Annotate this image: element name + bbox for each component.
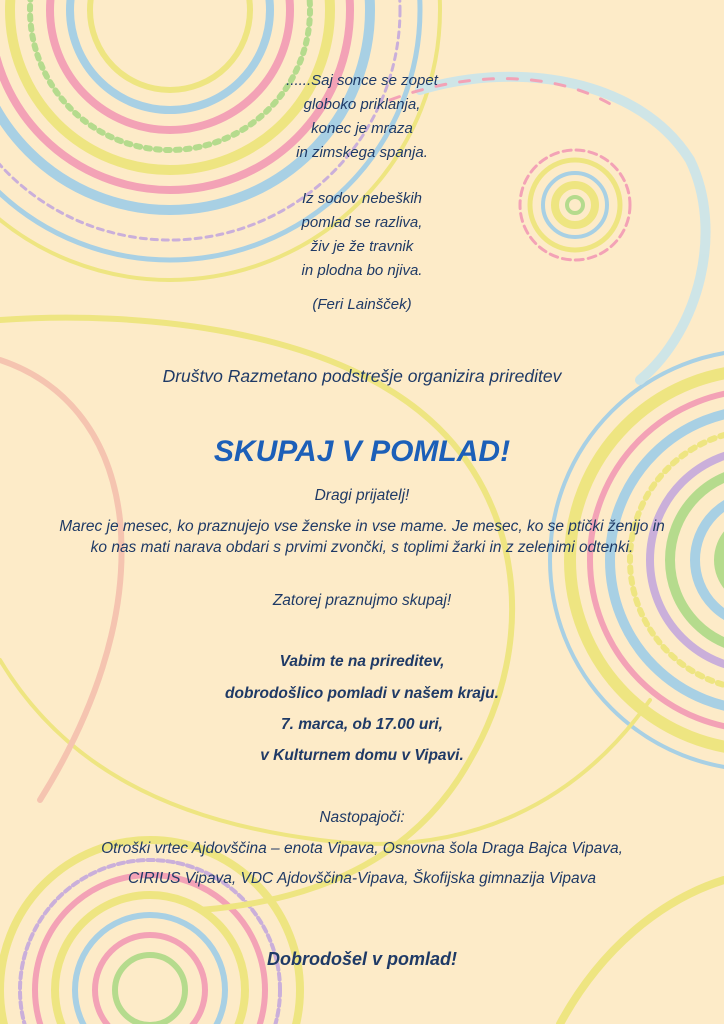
poem-line-3: konec je mraza — [311, 120, 413, 137]
organizer-line: Društvo Razmetano podstrešje organizira prireditev — [162, 366, 562, 386]
poem-line-2: globoko priklanja, — [303, 96, 421, 113]
closing-line: Dobrodošel v pomlad! — [266, 949, 457, 969]
poem-line-5: Iz sodov nebeških — [301, 190, 423, 207]
poem-line-7: živ je že travnik — [310, 238, 414, 255]
poem-line-6: pomlad se razliva, — [301, 214, 423, 231]
poem-line-4: in zimskega spanja. — [296, 144, 428, 161]
invitation-line-2: dobrodošlico pomladi v našem kraju. — [225, 685, 499, 702]
greeting: Dragi prijatelj! — [314, 487, 410, 504]
invitation-date: 7. marca, ob 17.00 uri, — [281, 716, 443, 733]
performers-line-1: Otroški vrtec Ajdovščina – enota Vipava, Osnovna šola Draga Bajca Vipava, — [101, 840, 623, 857]
together-line: Zatorej praznujmo skupaj! — [272, 592, 452, 609]
event-title: SKUPAJ V POMLAD! — [213, 435, 511, 468]
invitation-venue: v Kulturnem domu v Vipavi. — [260, 747, 464, 764]
intro-paragraph: Marec je mesec, ko praznujejo vse ženske in vse mame. Je mesec, ko se ptički ženijo in ko nas mati narava obdari s prvimi zvončki, s toplimi žarki in z zelenimi odtenki. — [59, 518, 665, 556]
performers-heading: Nastopajoči: — [319, 809, 405, 826]
poem-line-1: ......Saj sonce se zopet — [286, 72, 438, 89]
poem-line-8: in plodna bo njiva. — [301, 262, 423, 279]
invitation-line-1: Vabim te na prireditev, — [279, 653, 445, 670]
poem-author: (Feri Lainšček) — [312, 296, 412, 313]
performers-line-2: CIRIUS Vipava, VDC Ajdovščina-Vipava, Škofijska gimnazija Vipava — [127, 870, 597, 887]
